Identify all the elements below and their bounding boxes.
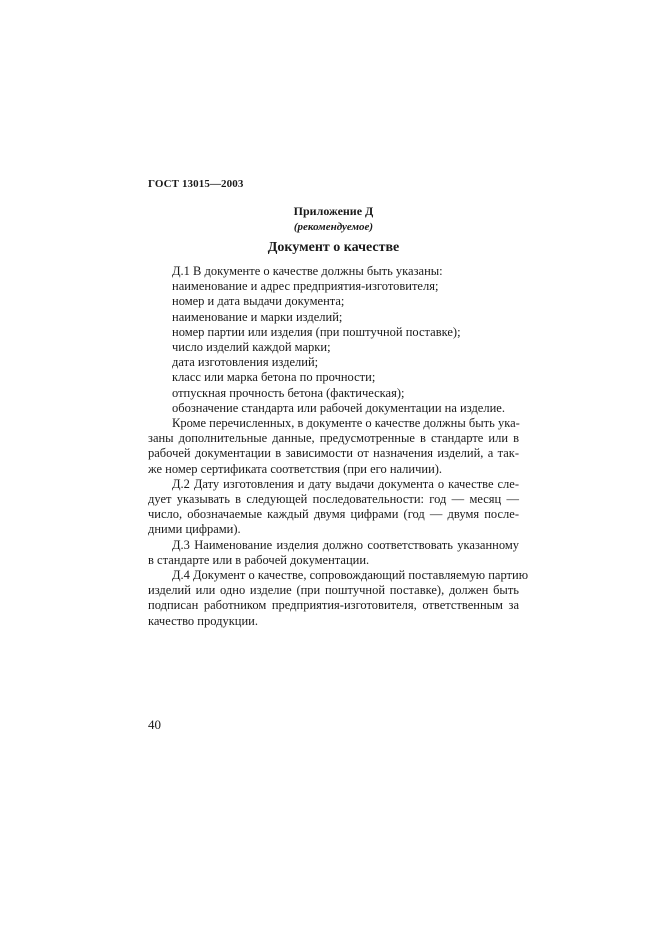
list-item: номер и дата выдачи документа; bbox=[172, 294, 345, 309]
paragraph-line: Д.1 В документе о качестве должны быть указаны: bbox=[172, 264, 443, 278]
list-item: число изделий каждой марки; bbox=[172, 340, 331, 355]
paragraph-line: изделий или одно изделие (при поштучной поставке), должен быть bbox=[148, 583, 519, 598]
list-item: дата изготовления изделий; bbox=[172, 355, 319, 370]
paragraph-line: качество продукции. bbox=[148, 613, 258, 628]
paragraph-line: заны дополнительные данные, предусмотренные в стандарте или в bbox=[148, 431, 519, 446]
list-item: класс или марка бетона по прочности; bbox=[172, 370, 376, 385]
paragraph-line: Д.3 Наименование изделия должно соответствовать указанному bbox=[172, 537, 519, 552]
standard-code: ГОСТ 13015—2003 bbox=[148, 178, 244, 190]
paragraph-line: число, обозначаемые каждый двумя цифрами (год — двумя после- bbox=[148, 507, 519, 522]
list-item: наименование и адрес предприятия-изготовителя; bbox=[172, 279, 439, 294]
list-item: номер партии или изделия (при поштучной поставке); bbox=[172, 324, 461, 339]
appendix-subtitle: (рекомендуемое) bbox=[293, 221, 374, 233]
paragraph-line: Д.4 Документ о качестве, сопровождающий поставляемую партию bbox=[172, 568, 529, 583]
paragraph-line: подписан работником предприятия-изготовителя, ответственным за bbox=[148, 598, 519, 613]
body-text bbox=[148, 264, 529, 629]
page-number: 40 bbox=[148, 717, 161, 732]
appendix-title: Приложение Д bbox=[293, 204, 374, 218]
paragraph-line: Кроме перечисленных, в документе о качестве должны быть ука- bbox=[172, 416, 520, 431]
list-item: отпускная прочность бетона (фактическая); bbox=[172, 385, 405, 400]
paragraph-line: в стандарте или в рабочей документации. bbox=[148, 552, 370, 567]
document-title: Документ о качестве bbox=[267, 240, 400, 255]
paragraph-line: рабочей документации в зависимости от назначения изделий, а так- bbox=[148, 446, 519, 461]
paragraph-line: дует указывать в следующей последовательности: год — месяц — bbox=[148, 492, 519, 507]
list-item: обозначение стандарта или рабочей документации на изделие. bbox=[172, 400, 505, 415]
paragraph-line: Д.2 Дату изготовления и дату выдачи документа о качестве сле- bbox=[172, 476, 519, 491]
paragraph-line: же номер сертификата соответствия (при его наличии). bbox=[148, 461, 443, 476]
paragraph-line: дними цифрами). bbox=[148, 522, 241, 537]
list-item: наименование и марки изделий; bbox=[172, 309, 343, 324]
